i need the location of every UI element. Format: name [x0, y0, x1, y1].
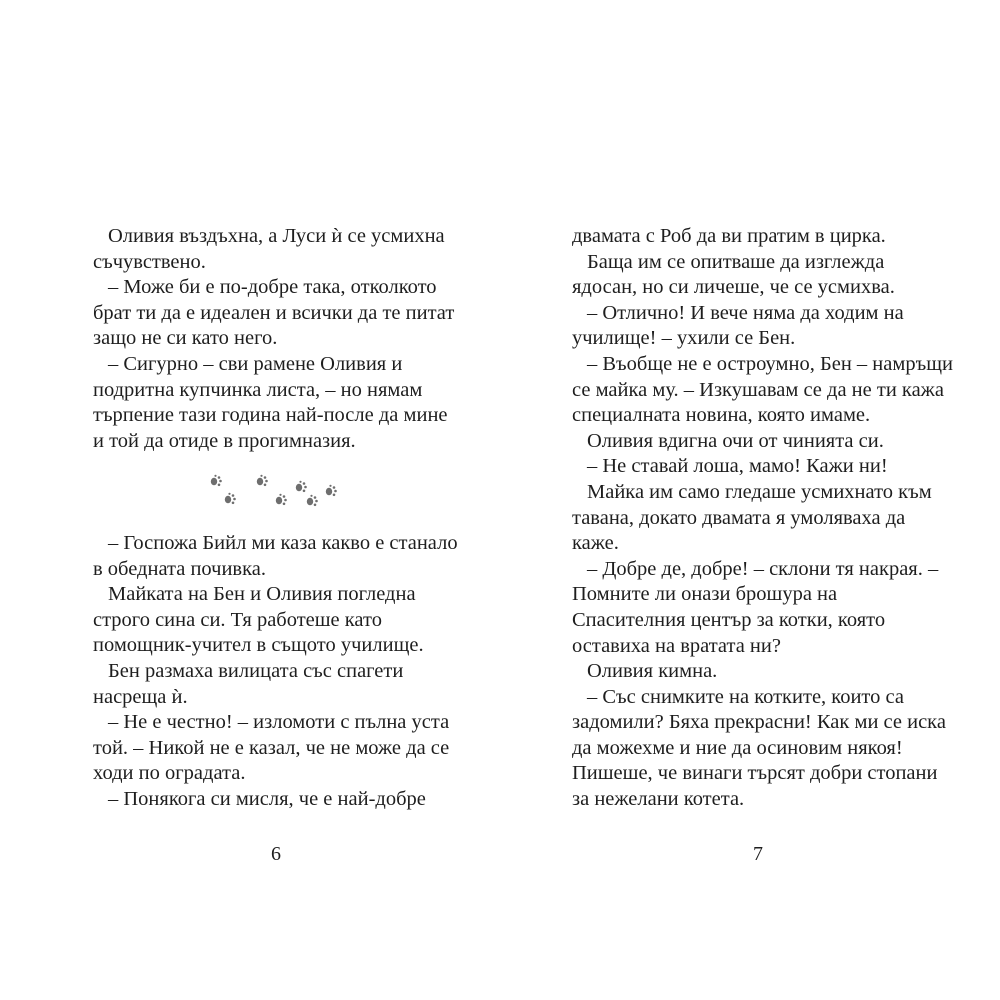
text-line: – Със снимките на котките, които са [587, 685, 904, 708]
paw-print-icon [294, 480, 308, 494]
text-line: тавана, докато двамата я умоляваха да [572, 506, 906, 529]
text-line: – Понякога си мисля, че е най-добре [108, 787, 426, 810]
right-page [500, 0, 1000, 1000]
paw-print-icon [255, 474, 269, 488]
text-line: се майка му. – Изкушавам се да не ти кажа [572, 378, 944, 401]
text-line: – Може би е по-добре така, отколкото [108, 276, 437, 299]
text-line: Оливия вдигна очи от чинията си. [587, 429, 884, 452]
paw-prints-separator [205, 470, 345, 510]
paw-print-icon [209, 474, 223, 488]
text-line: Бен размаха вилицата със спагети [108, 659, 404, 682]
paw-print-icon [274, 493, 288, 507]
text-line: Майката на Бен и Оливия погледна [108, 583, 416, 606]
text-line: ядосан, но си личеше, че се усмихва. [572, 276, 895, 299]
text-line: оставиха на вратата ни? [572, 634, 781, 657]
text-line: – Въобще не е остроумно, Бен – намръщи [587, 352, 953, 375]
text-line: Помните ли онази брошура на [572, 583, 838, 606]
text-line: строго сина си. Тя работеше като [93, 608, 382, 631]
right-page-text-block [572, 224, 953, 813]
text-line: – Не е честно! – изломоти с пълна уста [108, 711, 450, 734]
paw-print-icon [305, 494, 319, 508]
text-line: защо не си като него. [93, 327, 278, 350]
text-line: в обедната почивка. [93, 557, 266, 580]
left-page-text-block-2 [93, 531, 458, 813]
text-line: задомили? Бяха прекрасни! Как ми се иска [572, 711, 946, 734]
text-line: – Сигурно – сви рамене Оливия и [108, 352, 403, 375]
text-line: Майка им само гледаше усмихнато към [587, 480, 932, 503]
text-line: за нежелани котета. [572, 788, 745, 811]
text-line: – Добре де, добре! – склони тя накрая. – [587, 557, 939, 580]
text-line: – Не ставай лоша, мамо! Кажи ни! [587, 455, 888, 478]
text-line: Спасителния център за котки, която [572, 608, 886, 631]
text-line: специалната новина, която имаме. [572, 404, 871, 427]
text-line: Пишеше, че винаги търсят добри стопани [572, 762, 938, 785]
page-number: 7 [753, 843, 763, 865]
left-page-text-block-1 [93, 224, 454, 454]
text-line: да можехме и ние да осиновим някоя! [572, 736, 903, 759]
text-line: Оливия въздъхна, а Луси ѝ се усмихна [108, 225, 445, 247]
text-line: двамата с Роб да ви пратим в цирка. [572, 225, 886, 247]
text-line: помощник-учител в същото училище. [93, 634, 424, 657]
text-line: каже. [572, 532, 619, 555]
text-line: – Госпожа Бийл ми каза какво е станало [108, 532, 458, 554]
text-line: и той да отиде в прогимназия. [93, 429, 356, 452]
text-line: той. – Никой не е казал, че не може да се [93, 736, 450, 759]
text-line: – Отлично! И вече няма да ходим на [587, 301, 904, 324]
text-line: насреща ѝ. [93, 685, 188, 708]
page-number: 6 [271, 843, 281, 865]
text-line: брат ти да е идеален и всички да те питат [93, 301, 455, 324]
text-line: търпение тази година най-после да мине [93, 404, 448, 427]
text-line: Оливия кимна. [587, 660, 718, 683]
text-line: подритна купчинка листа, – но нямам [93, 378, 423, 401]
text-line: съчувствено. [93, 250, 206, 273]
text-line: ходи по оградата. [93, 762, 246, 785]
text-line: Баща им се опитваше да изглежда [587, 250, 885, 273]
paw-print-icon [324, 484, 338, 498]
paw-print-icon [223, 492, 237, 506]
text-line: училище! – ухили се Бен. [572, 327, 796, 350]
